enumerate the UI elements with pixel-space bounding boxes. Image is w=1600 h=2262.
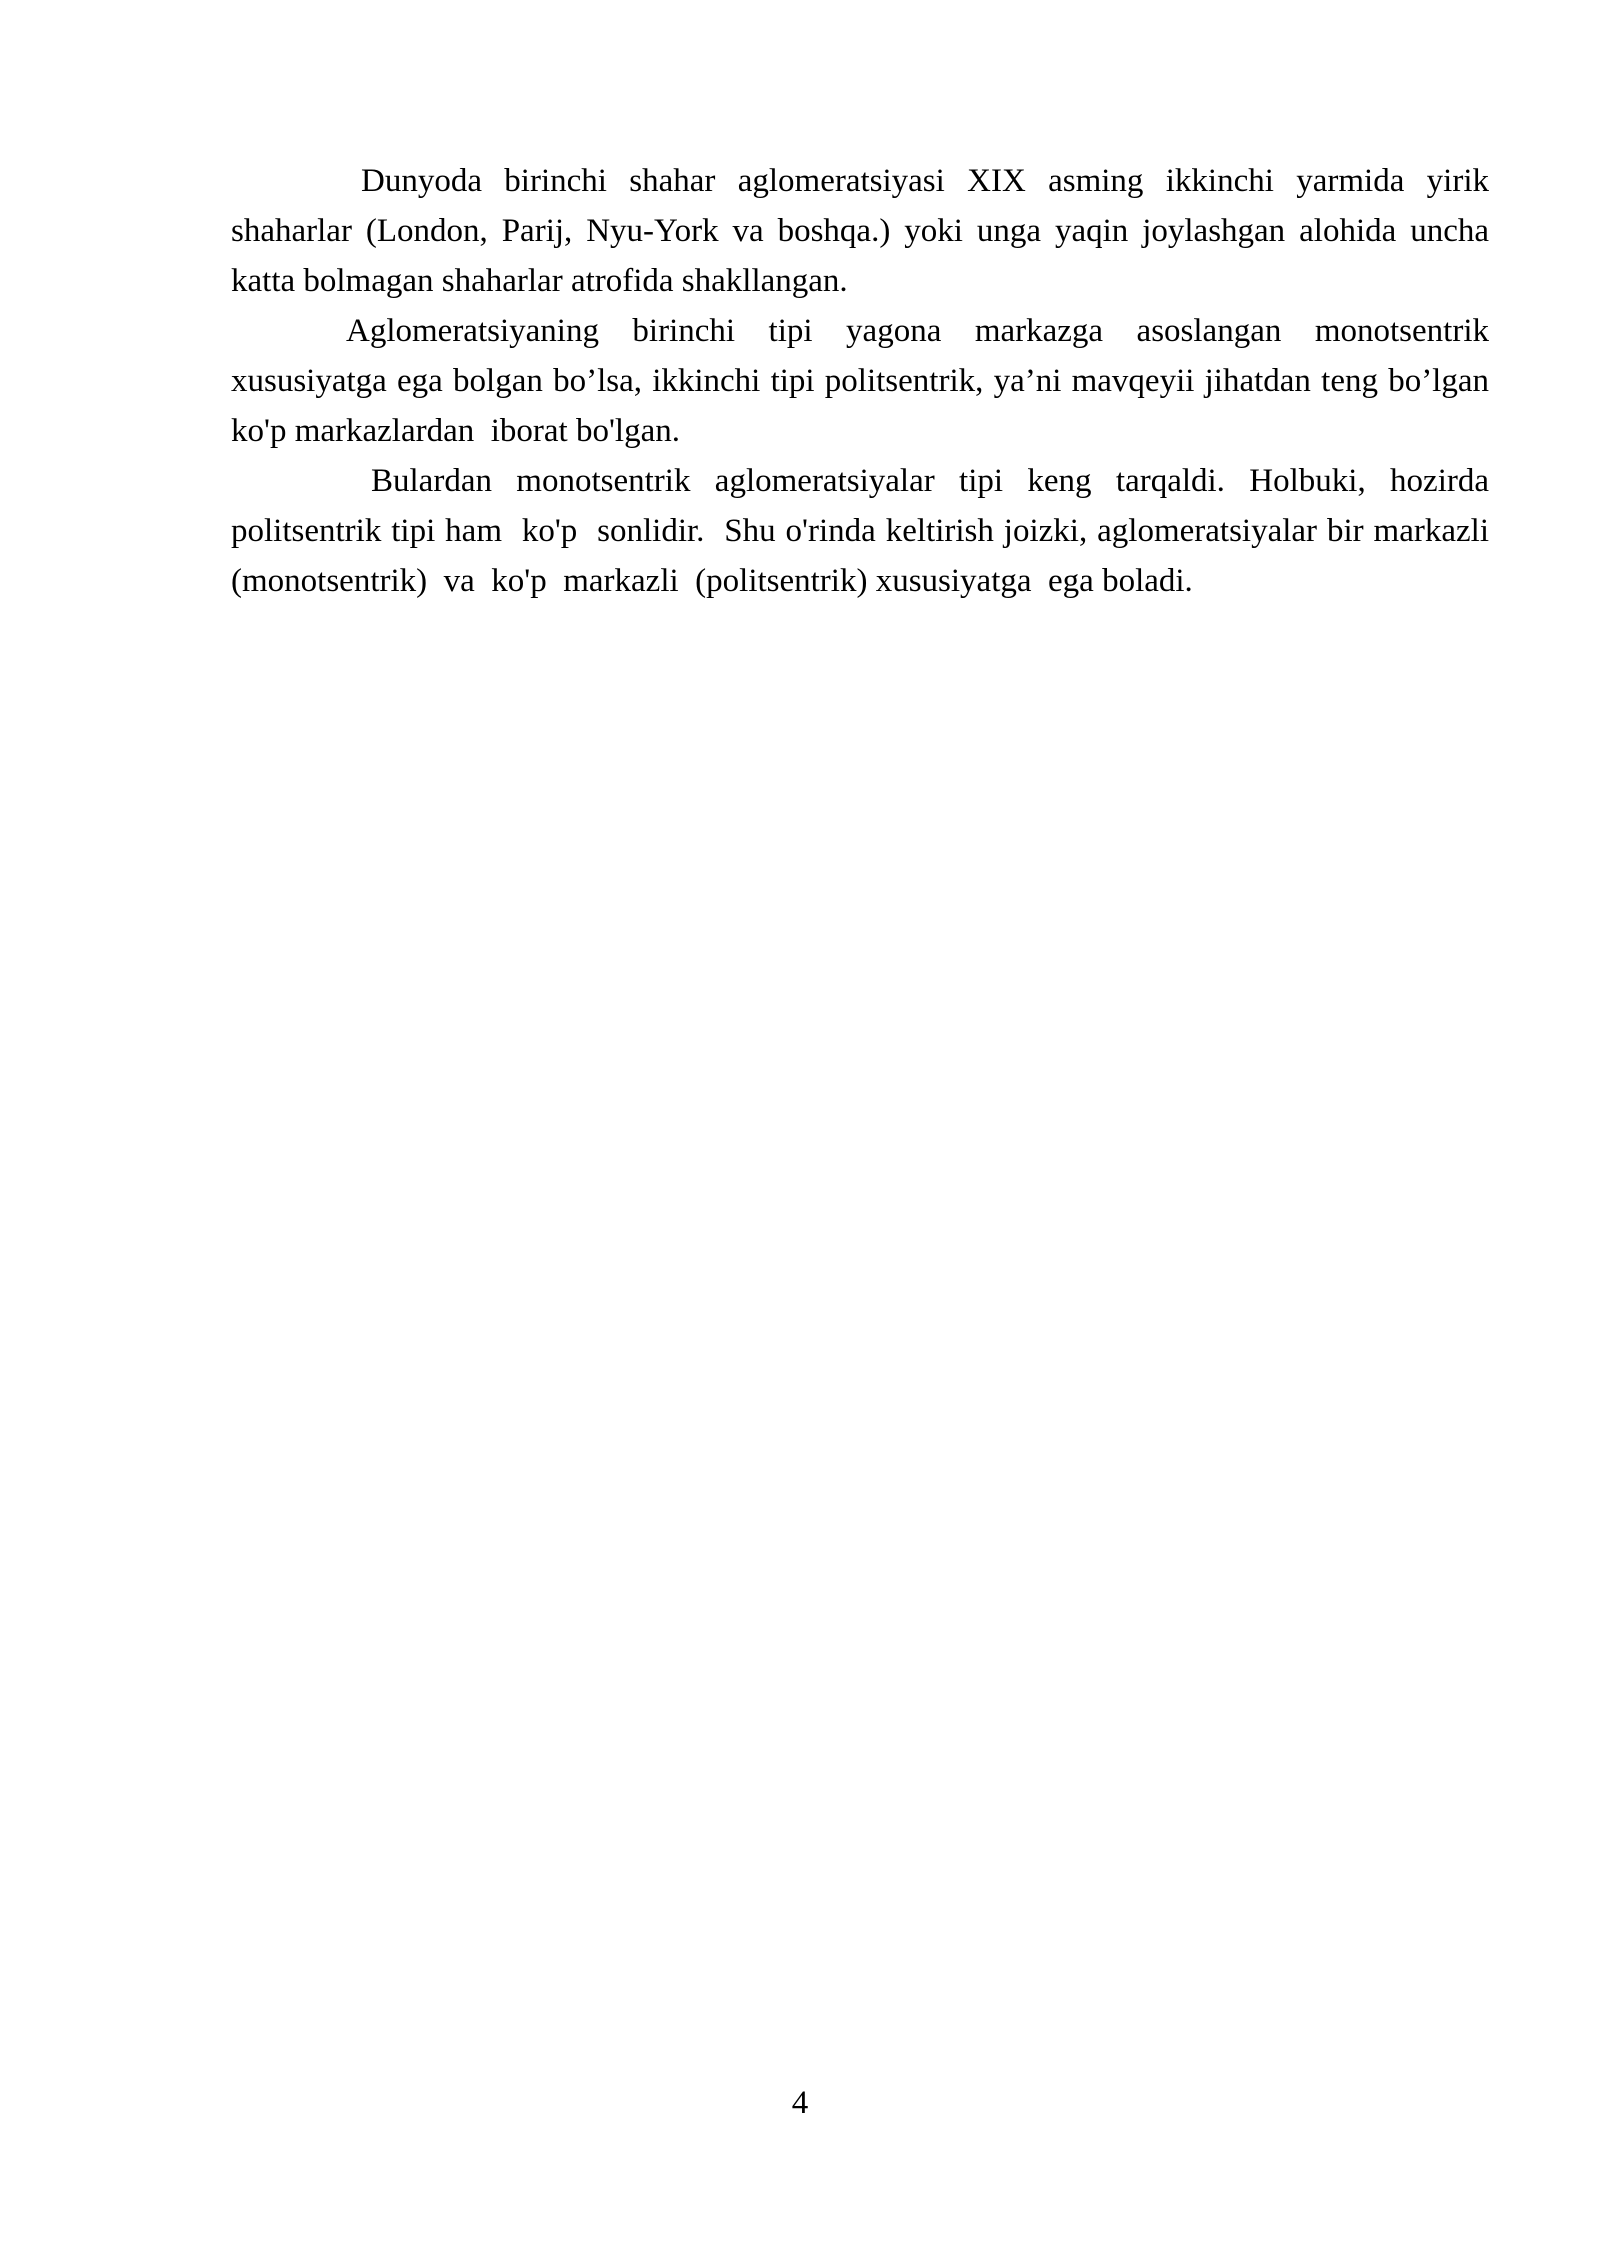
paragraph-3: Bulardan monotsentrik aglomeratsiyalar tipi keng tarqaldi. Holbuki, hozirda politsentrik tipi ham ko'p sonlidir. Shu o'rinda keltirish joizki, aglomeratsiyalar bir markazli (monotsentrik) va ko'p markazli (politsentrik) xususiyatga ega boladi.: [231, 463, 1498, 599]
page-number: 4: [791, 2085, 809, 2121]
body-text: [231, 156, 1498, 606]
paragraph-1: Dunyoda birinchi shahar aglomeratsiyasi XIX asming ikkinchi yarmida yirik shaharlar (London, Parij, Nyu-York va boshqa.) yoki unga yaqin joylashgan alohida uncha katta bolmagan shaharlar atrofida shakllangan.: [231, 163, 1498, 299]
paragraph-2: Aglomeratsiyaning birinchi tipi yagona markazga asoslangan monotsentrik xususiyatga ega bolgan bo’lsa, ikkinchi tipi politsentrik, ya’ni mavqeyii jihatdan teng bo’lgan ko'p markazlardan iborat bo'lgan.: [231, 313, 1498, 449]
